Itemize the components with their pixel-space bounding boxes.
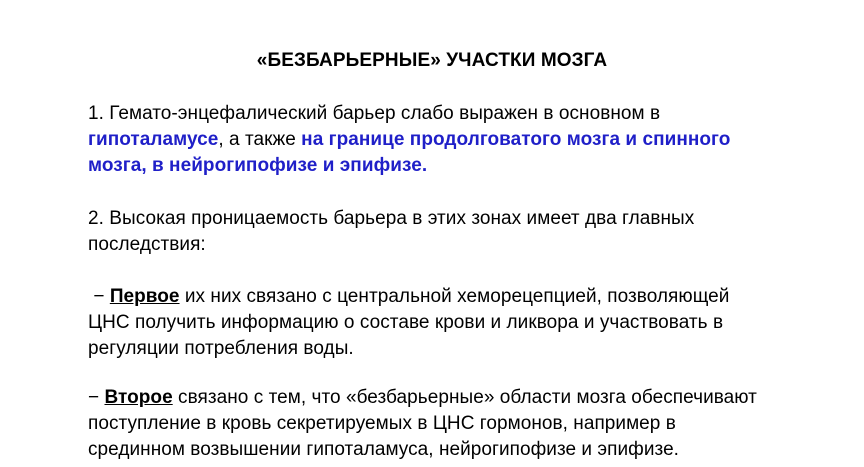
p4-line-2: поступление в кровь секретируемых в ЦНС гормонов, например в (88, 413, 676, 434)
p3-line-1 (88, 284, 848, 310)
keyword-second: Второе (104, 387, 173, 408)
p2-line-1: 2. Высокая проницаемость барьера в этих зонах имеет два главных (88, 208, 695, 229)
paragraph-barrier-location (88, 101, 848, 179)
p1-line-1: 1. Гемато-энцефалический барьер слабо выражен в основном в (88, 103, 661, 124)
p4-line-3: срединном возвышении гипоталамуса, нейрогипофизе и эпифизе. (88, 439, 680, 460)
p3-line-3: регуляции потребления воды. (88, 338, 354, 359)
p4-line-1-rest: связано с тем, что «безбарьерные» области мозга обеспечивают (172, 387, 757, 408)
p1-line-2 (88, 127, 848, 153)
p3-line-1-rest: их них связано с центральной хеморецепцией, позволяющей (179, 286, 730, 307)
dash-bullet: − (88, 286, 110, 307)
highlight-border-region: на границе продолговатого мозга и спинного (301, 129, 731, 150)
highlight-neurohypophysis-epiphysis: мозга, в нейрогипофизе и эпифизе. (88, 155, 428, 176)
paragraph-second-consequence (88, 385, 858, 463)
highlight-hypothalamus: гипоталамусе (88, 129, 219, 150)
p1-line-2-mid: , а также (218, 129, 302, 150)
slide-title: «БЕЗБАРЬЕРНЫЕ» УЧАСТКИ МОЗГА (256, 50, 608, 71)
p4-line-1 (88, 385, 858, 411)
dash-bullet: − (88, 387, 105, 408)
paragraph-consequences-intro (88, 206, 848, 258)
keyword-first: Первое (109, 286, 180, 307)
p3-line-2: ЦНС получить информацию о составе крови и ликвора и участвовать в (88, 312, 724, 333)
paragraph-first-consequence (88, 284, 848, 362)
p2-line-2: последствия: (88, 234, 206, 255)
